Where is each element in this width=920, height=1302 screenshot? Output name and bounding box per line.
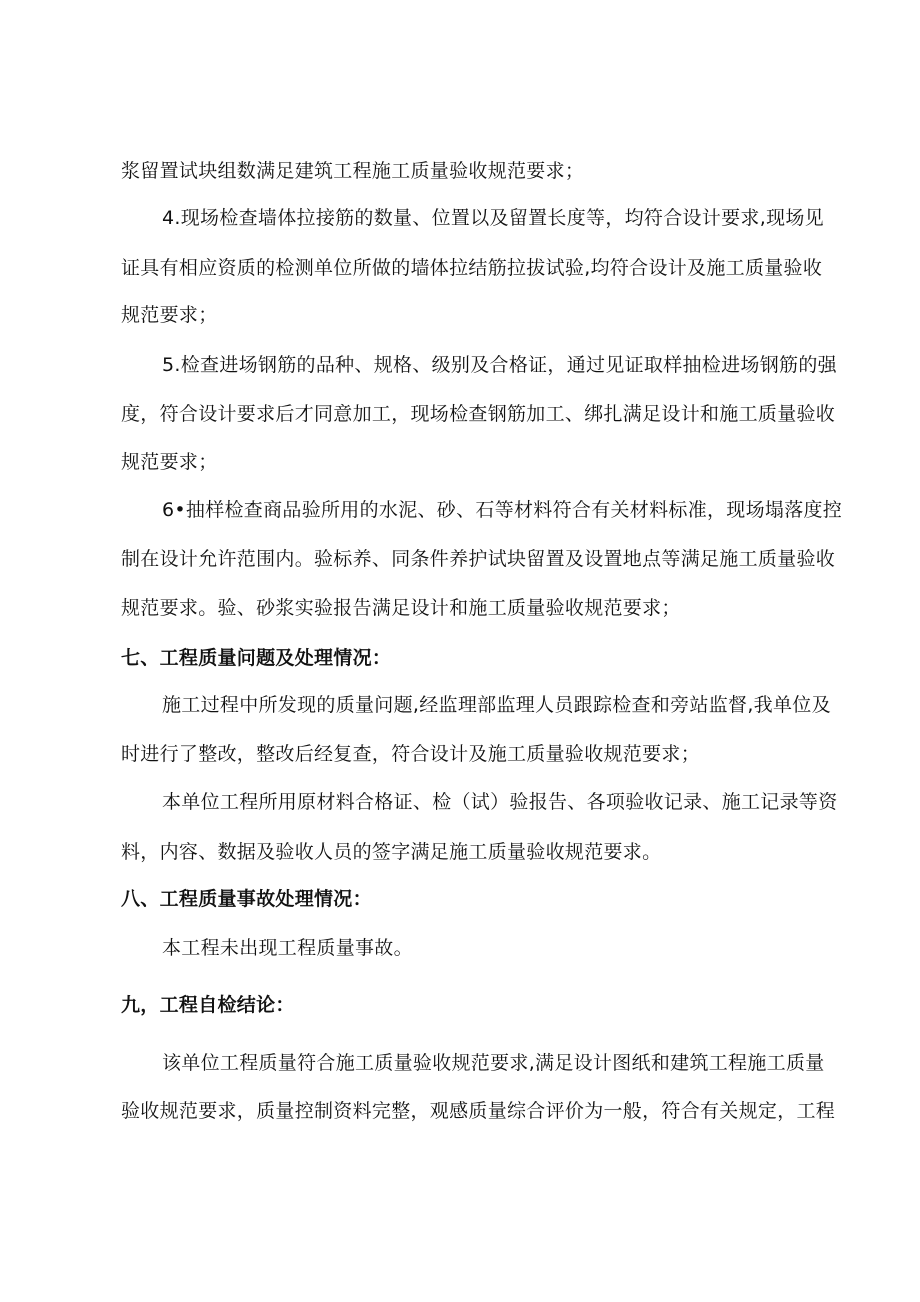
section-heading-9: 九，工程自检结论： <box>121 994 295 1016</box>
paragraph-line: 料，内容、数据及验收人员的签字满足施工质量验收规范要求。 <box>121 841 662 863</box>
paragraph-line: 施工过程中所发现的质量问题,经监理部监理人员跟踪检查和旁站监督,我单位及 <box>162 694 831 716</box>
paragraph-line: 本单位工程所用原材料合格证、检（试）验报告、各项验收记录、施工记录等资 <box>162 791 838 813</box>
paragraph-line: 证具有相应资质的检测单位所做的墙体拉结筋拉拔试验,均符合设计及施工质量验收 <box>121 257 823 279</box>
paragraph-item-5-line: 5.检查进场钢筋的品种、规格、级别及合格证，通过见证取样抽检进场钢筋的强 <box>162 354 837 376</box>
paragraph-line: 规范要求； <box>121 451 218 473</box>
paragraph-line: 规范要求。验、砂浆实验报告满足设计和施工质量验收规范要求； <box>121 597 681 619</box>
paragraph-line: 本工程未出现工程质量事故。 <box>162 937 413 959</box>
paragraph-line: 制在设计允许范围内。验标养、同条件养护试块留置及设置地点等满足施工质量验收 <box>121 548 836 570</box>
paragraph-line: 该单位工程质量符合施工质量验收规范要求,满足设计图纸和建筑工程施工质量 <box>162 1052 825 1074</box>
paragraph-item-4-line: 4.现场检查墙体拉接筋的数量、位置以及留置长度等，均符合设计要求,现场见 <box>162 207 824 229</box>
paragraph-line: 时进行了整改，整改后经复查，符合设计及施工质量验收规范要求； <box>121 743 701 765</box>
paragraph-line: 规范要求； <box>121 304 218 326</box>
paragraph-line: 验收规范要求，质量控制资料完整，观感质量综合评价为一般，符合有关规定，工程 <box>121 1100 836 1122</box>
section-heading-7: 七、工程质量问题及处理情况： <box>121 647 392 669</box>
paragraph-line: 度，符合设计要求后才同意加工，现场检查钢筋加工、绑扎满足设计和施工质量验收 <box>121 403 836 425</box>
paragraph-line: 浆留置试块组数满足建筑工程施工质量验收规范要求； <box>121 160 585 182</box>
paragraph-item-6-line: 6•抽样检查商品验所用的水泥、砂、石等材料符合有关材料标准，现场塌落度控 <box>162 499 843 521</box>
section-heading-8: 八、工程质量事故处理情况： <box>121 888 372 910</box>
